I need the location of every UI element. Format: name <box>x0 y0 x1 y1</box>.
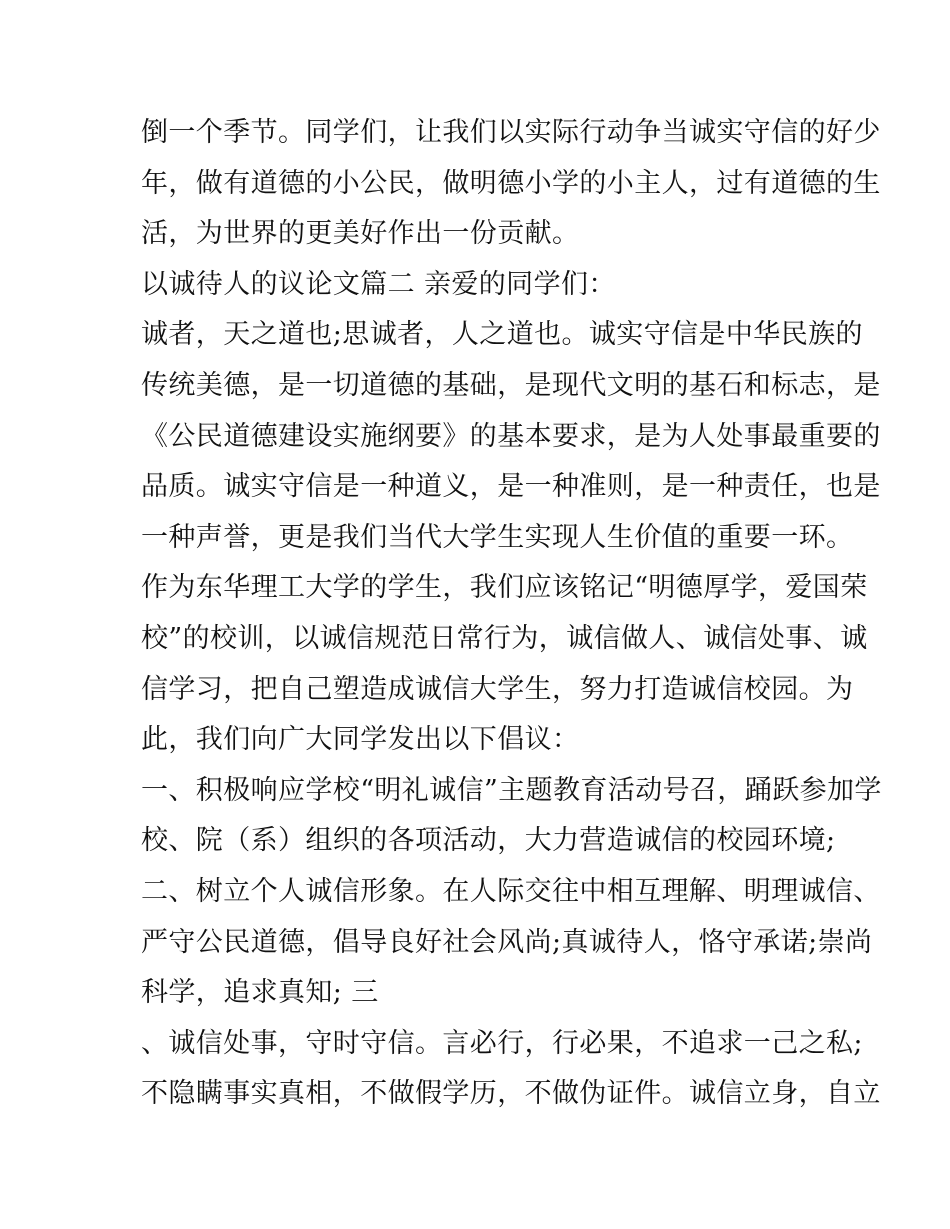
text-line: 、诚信处事，守时守信。言必行，行必果，不追求一己之私; <box>141 1027 863 1059</box>
text-line: 不隐瞒事实真相，不做假学历，不做伪证件。诚信立身，自立 <box>141 1078 881 1110</box>
body-text <box>141 108 882 1120</box>
text-line: 此，我们向广大同学发出以下倡议： <box>141 724 580 756</box>
text-line: 年，做有道德的小公民，做明德小学的小主人，过有道德的生 <box>141 167 881 199</box>
text-line: 校、院（系）组织的各项活动，大力营造诚信的校园环境; <box>141 825 836 857</box>
text-line: 《公民道德建设实施纲要》的基本要求，是为人处事最重要的 <box>141 420 881 452</box>
text-line: 品质。诚实守信是一种道义，是一种准则，是一种责任，也是 <box>141 471 881 503</box>
section-heading: 以诚待人的议论文篇二 亲爱的同学们： <box>141 268 616 300</box>
text-line: 作为东华理工大学的学生，我们应该铭记“明德厚学，爱国荣 <box>141 572 868 604</box>
text-line: 传统美德，是一切道德的基础，是现代文明的基石和标志，是 <box>141 369 881 401</box>
text-line: 倒一个季节。同学们，让我们以实际行动争当诚实守信的好少 <box>141 117 881 148</box>
text-line: 活，为世界的更美好作出一份贡献。 <box>141 218 580 250</box>
text-line: 诚者，天之道也;思诚者，人之道也。诚实守信是中华民族的 <box>141 319 863 351</box>
text-line: 科学，追求真知; 三 <box>141 977 379 1009</box>
text-line: 严守公民道德，倡导良好社会风尚;真诚待人，恪守承诺;崇尚 <box>141 926 873 958</box>
text-line: 一种声誉，更是我们当代大学生实现人生价值的重要一环。 <box>141 521 854 553</box>
text-line: 二、树立个人诚信形象。在人际交往中相互理解、明理诚信、 <box>141 875 881 907</box>
text-line: 一、积极响应学校“明礼诚信”主题教育活动号召，踊跃参加学 <box>141 774 882 806</box>
text-line: 信学习，把自己塑造成诚信大学生，努力打造诚信校园。为 <box>141 673 854 705</box>
text-line: 校”的校训，以诚信规范日常行为，诚信做人、诚信处事、诚 <box>141 622 868 654</box>
